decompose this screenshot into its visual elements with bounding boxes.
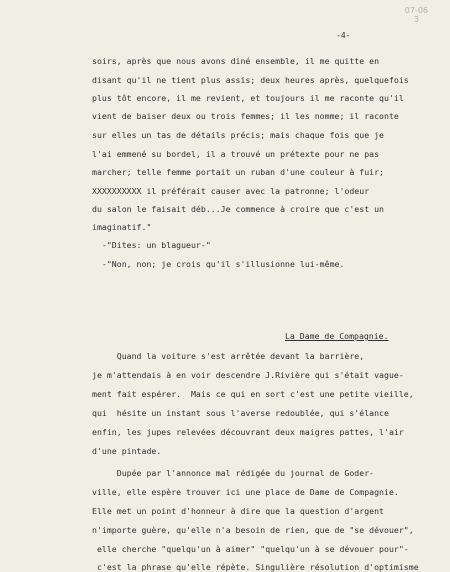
text-line: vient de baiser deux ou trois femmes; il les nomme; il raconte xyxy=(92,111,399,121)
text-line: sur elles un tas de détails précis; mais chaque fois que je xyxy=(92,130,385,140)
pencil-mark-number: 3 xyxy=(413,15,419,24)
text-line: qui hésite un instant sous l'averse redoublée, qui s'élance xyxy=(92,408,389,418)
pencil-mark-date: 07-06 xyxy=(404,6,428,15)
text-line: l'ai emmené su bordel, il a trouvé un prétexte pour ne pas xyxy=(92,149,380,159)
dialogue-line: -"Dites: un blagueur-" xyxy=(92,240,211,250)
text-line: enfin, les jupes relevées découvrant deux maigres pattes, l'air xyxy=(92,427,404,437)
text-line: elle cherche "quelqu'un à aimer" "quelqu'un à se dévouer pour"- xyxy=(92,544,409,554)
text-line: n'importe guère, qu'elle n'a besoin de rien, que de "se dévouer", xyxy=(92,525,414,535)
text-line: c'est la phrase qu'elle répète. Singulière résolution d'optimisme xyxy=(92,562,419,572)
text-line: ville, elle espère trouver ici une place de Dame de Compagnie. xyxy=(92,487,399,497)
pencil-annotation xyxy=(405,6,428,24)
page-number: -4- xyxy=(336,31,351,40)
text-line: disant qu'il ne tient plus assis; deux heures après, quelquefois xyxy=(92,75,409,85)
section-title: La Dame de Compagnie. xyxy=(285,331,389,341)
text-line: Dupée par l'annonce mal rédigée du journal de Goder- xyxy=(92,468,375,478)
text-line: plus tôt encore, il me revient, et toujours il me raconte qu'il xyxy=(92,93,404,103)
text-line: Quand la voiture s'est arrêtée devant la barrière, xyxy=(92,351,365,361)
text-line: soirs, après que nous avons diné ensemble, il me quitte en xyxy=(92,56,380,66)
dialogue-line: -"Non, non; je crois qu'il s'illusionne lui-même. xyxy=(92,259,345,269)
text-line: marcher; telle femme portait un ruban d'une couleur à fuir; xyxy=(92,167,385,177)
text-line: je m'attendais à en voir descendre J.Rivière qui s'était vague- xyxy=(92,370,404,380)
text-line: XXXXXXXXXX il préférait causer avec la patronne; l'odeur xyxy=(92,186,370,196)
text-line: du salon le faisait déb...Je commence à croire que c'est un xyxy=(92,204,385,214)
text-line: Elle met un point d'honneur à dire que la question d'argent xyxy=(92,506,385,516)
text-line: d'une pintade. xyxy=(92,446,162,456)
text-line: imaginatif." xyxy=(92,222,152,232)
text-line: ment fait espérer. Mais ce qui en sort c'est une petite vieille, xyxy=(92,389,414,399)
